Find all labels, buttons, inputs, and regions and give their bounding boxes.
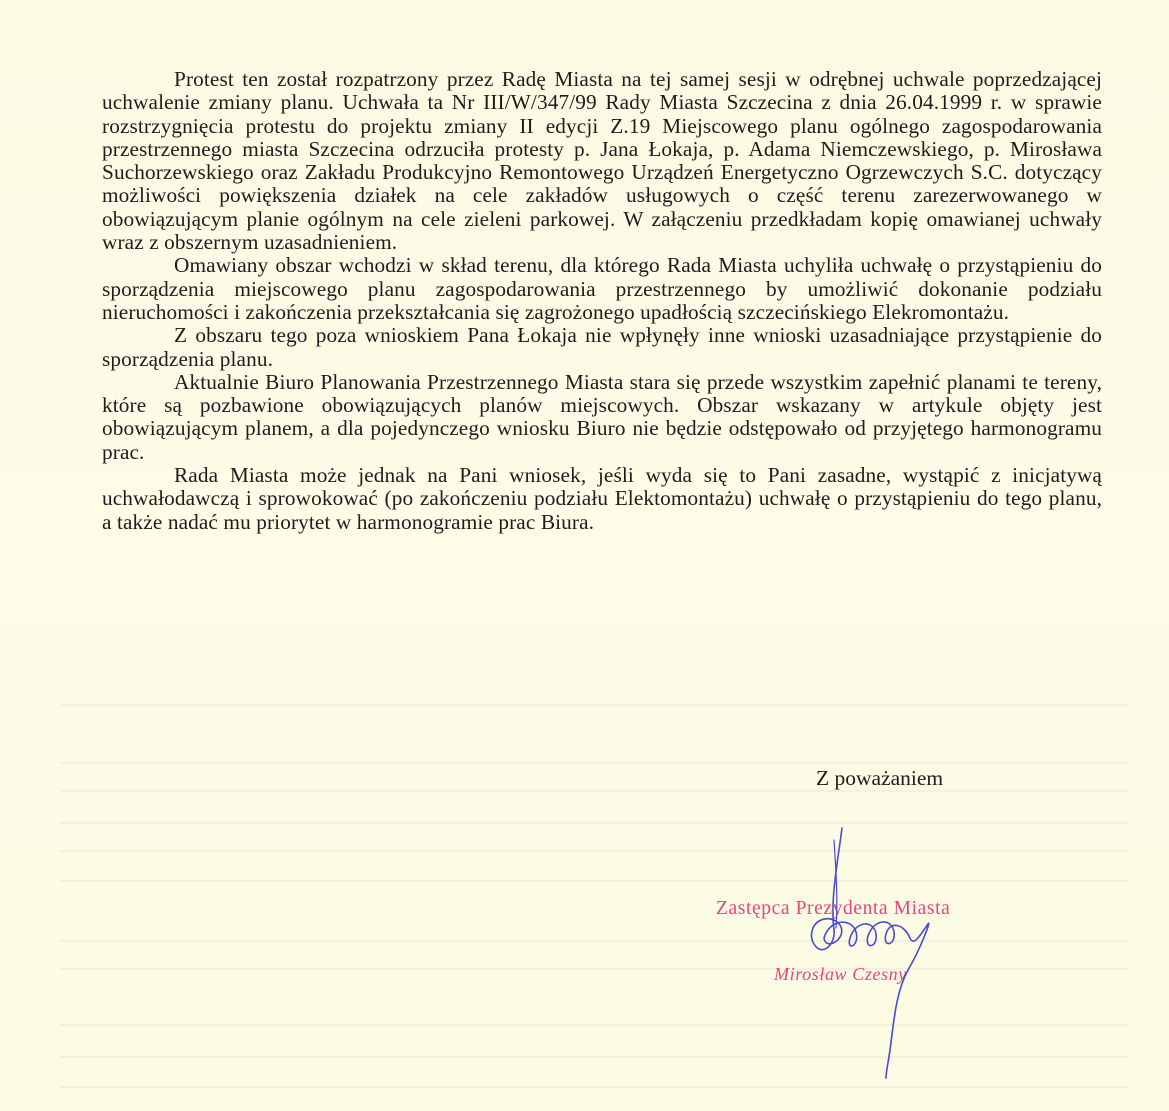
bleed-through-line [60, 790, 1129, 792]
paragraph: Protest ten został rozpatrzony przez Radę Miasta na tej samej sesji w odrębnej uchwale poprzedzającej uchwalenie zmiany planu. Uchwała ta Nr III/W/347/99 Rady Miasta Szczecina z dnia 26.04.1999 r. w sprawie rozstrzygnięcia protestu do projektu zmiany II edycji Z.19 Miejscowego planu ogólnego zagospodarowania przestrzennego miasta Szczecina odrzuciła protesty p. Jana Łokaja, p. Adama Niemczewskiego, p. Mirosława Suchorzewskiego oraz Zakładu Produkcyjno Remontowego Urządzeń Energetyczno Ogrzewczych S.C. dotyczący możliwości powiększenia działek na cele zakładów usługowych o część terenu zarezerwowanego w obowiązującym planie ogólnym na cele zieleni parkowej. W załączeniu przedkładam kopię omawianej uchwały wraz z obszernym uzasadnieniem. [102, 67, 1102, 255]
letter-body [102, 68, 1102, 534]
handwritten-signature [790, 820, 960, 1080]
bleed-through-line [60, 968, 1129, 970]
paragraph: Rada Miasta może jednak na Pani wniosek, jeśli wyda się to Pani zasadne, wystąpić z inicjatywą uchwałodawczą i sprowokować (po zakończeniu podziału Elektomontażu) uchwałę o przystąpieniu do tego planu, a także nadać mu priorytet w harmonogramie prac Biura. [102, 463, 1102, 534]
bleed-through-line [60, 1056, 1129, 1058]
bleed-through-line [60, 880, 1129, 882]
bleed-through-line [60, 850, 1129, 852]
bleed-through-line [60, 1086, 1129, 1088]
stamp-name: Mirosław Czesny [774, 964, 907, 984]
bleed-through-line [60, 762, 1129, 764]
bleed-through-line [60, 940, 1129, 942]
paragraph: Aktualnie Biuro Planowania Przestrzennego Miasta stara się przede wszystkim zapełnić planami te tereny, które są pozbawione obowiązujących planów miejscowych. Obszar wskazany w artykule objęty jest obowiązującym planem, a dla pojedynczego wniosku Biuro nie będzie odstępowało od przyjętego harmonogramu prac. [102, 369, 1102, 464]
bleed-through-line [60, 822, 1129, 824]
closing-salutation: Z poważaniem [816, 766, 944, 790]
stamp-title: Zastępca Prezydenta Miasta [716, 898, 951, 919]
paragraph: Omawiany obszar wchodzi w skład terenu, dla którego Rada Miasta uchyliła uchwałę o przystąpieniu do sporządzenia miejscowego planu zagospodarowania przestrzennego by umożliwić dokonanie podziału nieruchomości i zakończenia przekształcania się zagrożonego upadłością szczecińskiego Elekromontażu. [102, 253, 1102, 324]
bleed-through-line [60, 704, 1129, 706]
paragraph: Z obszaru tego poza wnioskiem Pana Łokaja nie wpłynęły inne wnioski uzasadniające przystąpienie do sporządzenia planu. [102, 323, 1102, 371]
bleed-through-line [60, 1024, 1129, 1026]
